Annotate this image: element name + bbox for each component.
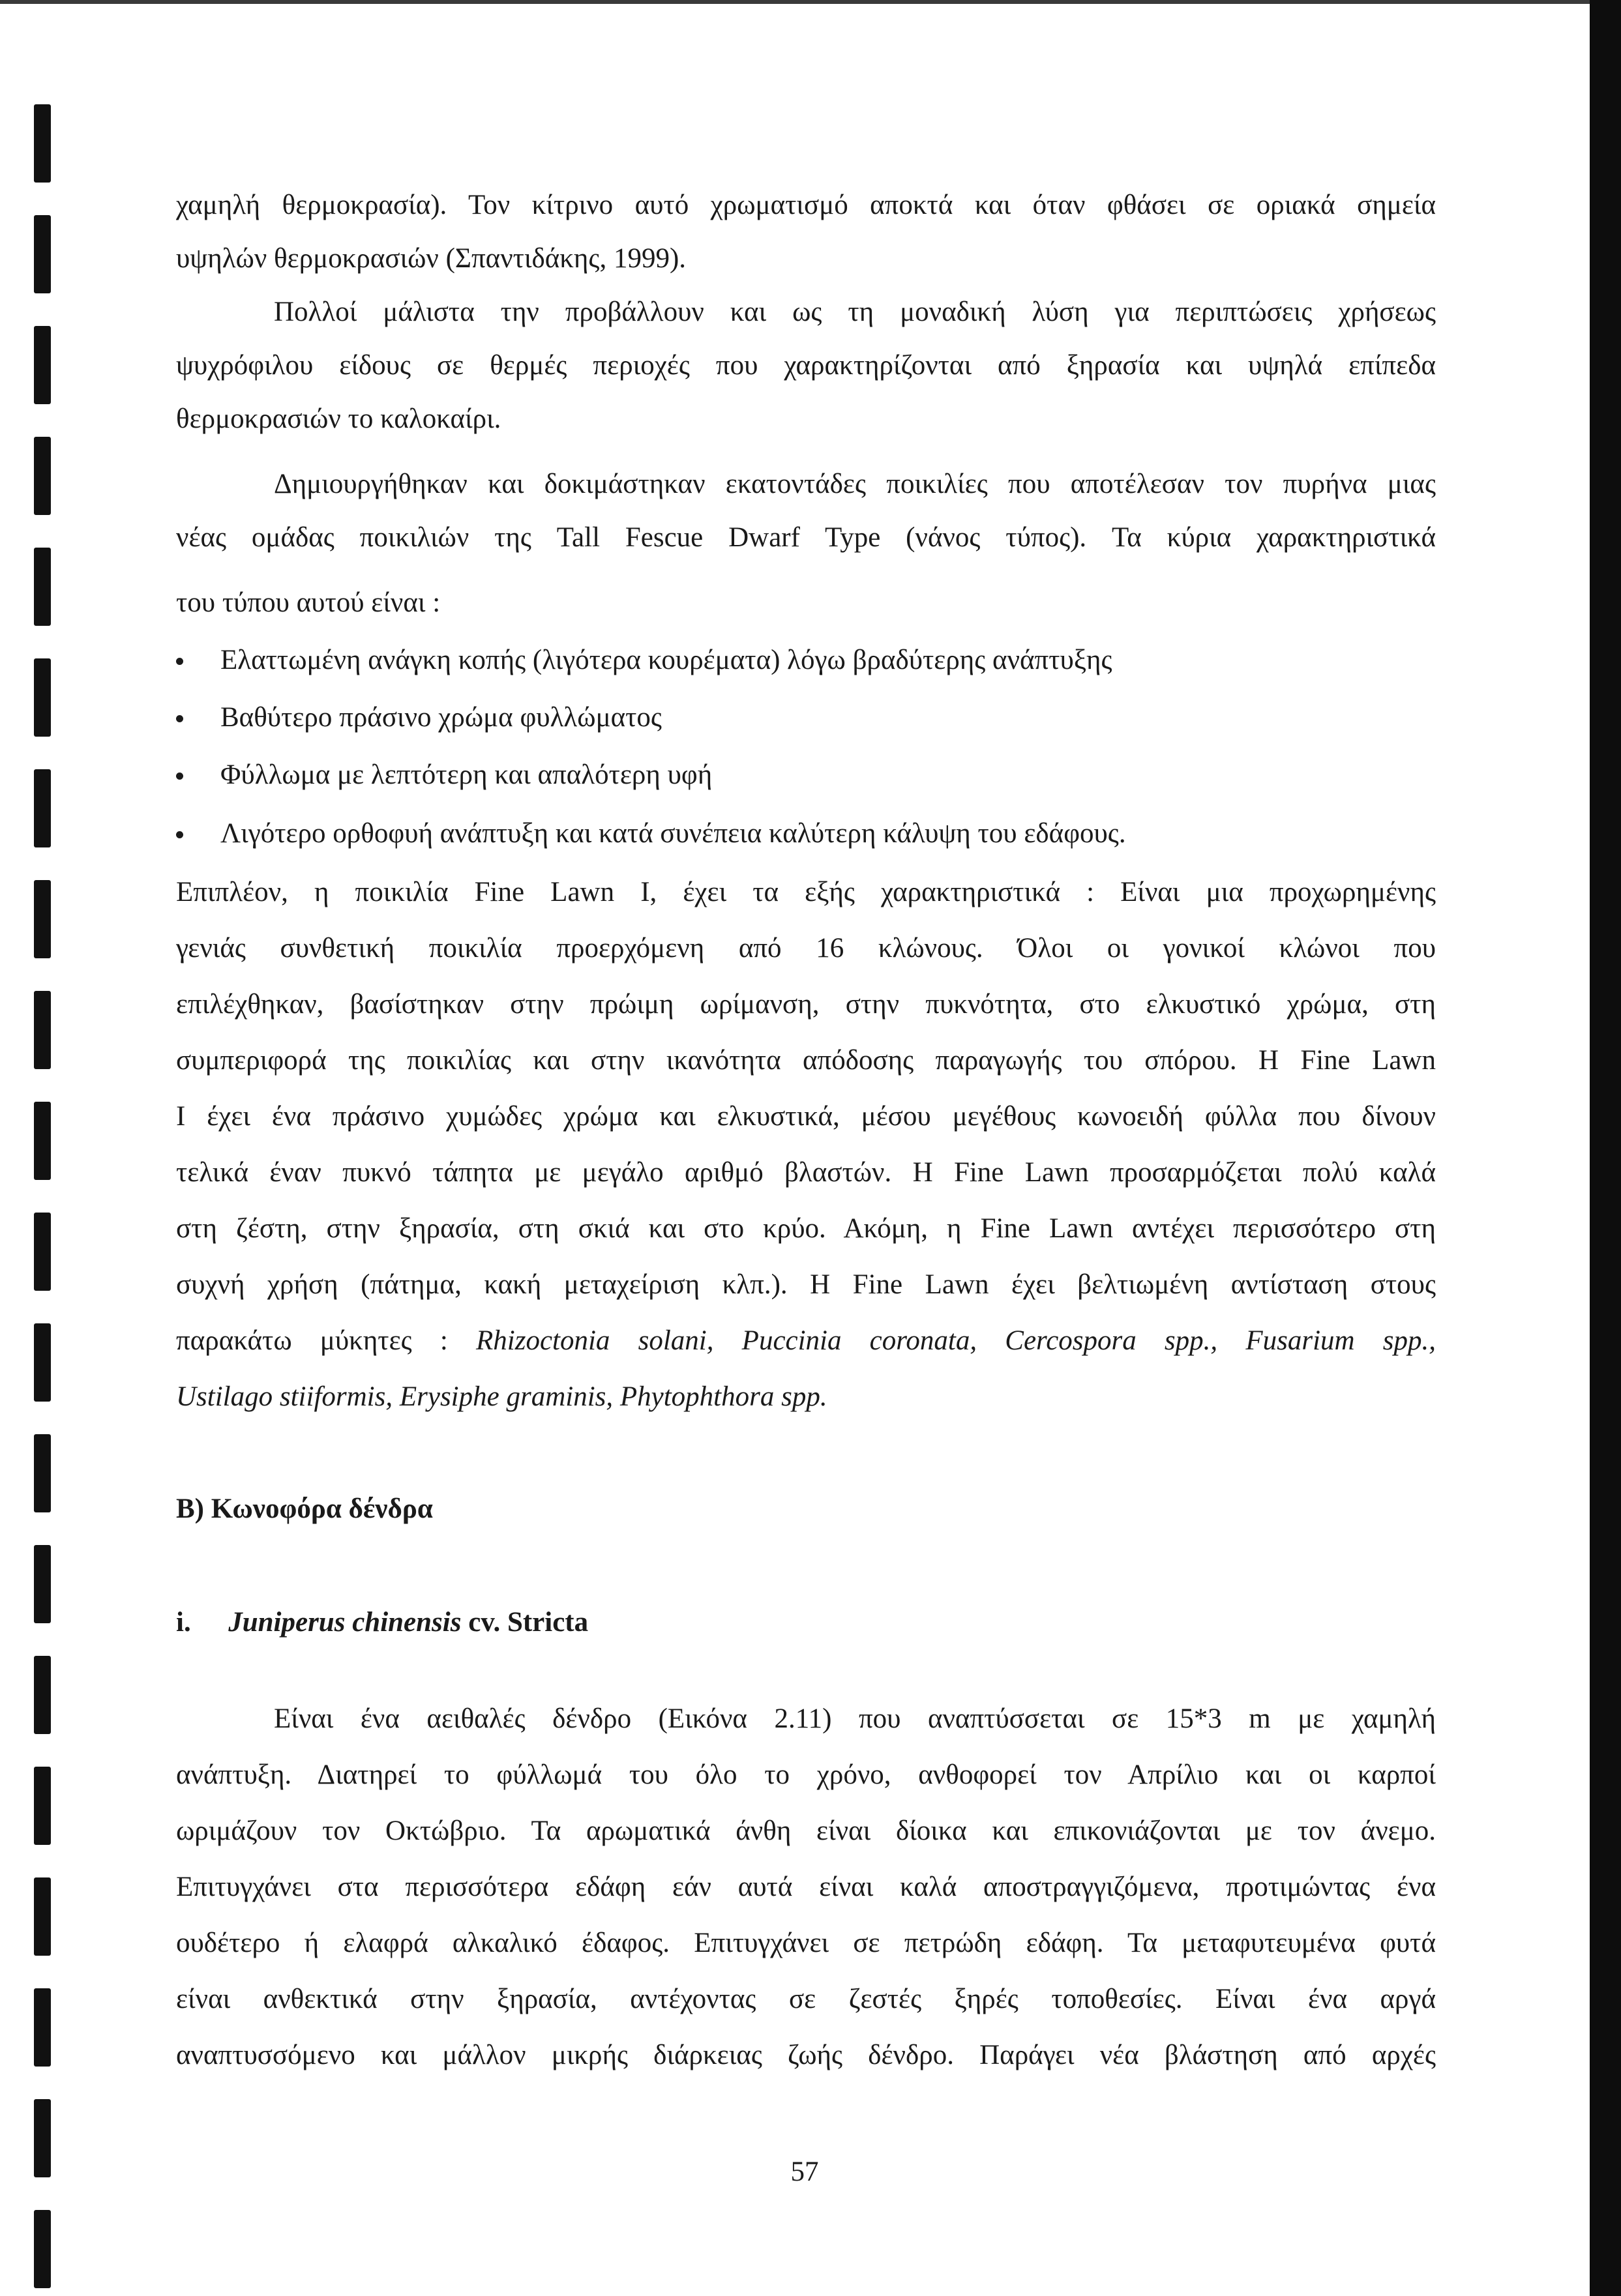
text-line: του τύπου αυτού είναι :	[176, 587, 441, 618]
list-item-text: Βαθύτερο πράσινο χρώμα φυλλώματος	[220, 702, 662, 733]
page-number: 57	[790, 2156, 819, 2187]
binding-hole	[34, 1213, 51, 1291]
section-heading: Β) Κωνοφόρα δένδρα	[176, 1494, 433, 1524]
binding-hole	[34, 1656, 51, 1734]
binding-hole	[34, 1545, 51, 1623]
text-line: Είναι ένα αειθαλές δένδρο (Εικόνα 2.11) που αναπτύσσεται σε 15*3 m με χαμηλή	[274, 1703, 1436, 1734]
scan-top-edge	[0, 0, 1621, 4]
bullet-icon	[176, 658, 183, 665]
text-line: ουδέτερο ή ελαφρά αλκαλικό έδαφος. Επιτυγχάνει σε πετρώδη εδάφη. Τα μεταφυτευμένα φυτά	[176, 1928, 1436, 1958]
subsection-heading	[176, 1606, 588, 1639]
text-line: I έχει ένα πράσινο χυμώδες χρώμα και ελκυστικά, μέσου μεγέθους κωνοειδή φύλλα που δίνουν	[176, 1101, 1436, 1132]
text-line: ψυχρόφιλου είδους σε θερμές περιοχές που χαρακτηρίζονται από ξηρασία και υψηλά επίπεδα	[176, 350, 1436, 381]
fungi-species-text: Ustilago stiiformis, Erysiphe graminis, Phytophthora spp.	[176, 1381, 827, 1412]
scan-right-border	[1590, 0, 1621, 2296]
text-line: είναι ανθεκτικά στην ξηρασία, αντέχοντας σε ζεστές ξηρές τοποθεσίες. Είναι ένα αργά	[176, 1984, 1436, 2014]
text-line: χαμηλή θερμοκρασία). Τον κίτρινο αυτό χρωματισμό αποκτά και όταν φθάσει σε οριακά σημεία	[176, 190, 1436, 220]
text-line: ανάπτυξη. Διατηρεί το φύλλωμά του όλο το χρόνο, ανθοφορεί τον Απρίλιο και οι καρποί	[176, 1759, 1436, 1790]
text-line: επιλέχθηκαν, βασίστηκαν στην πρώιμη ωρίμανση, στην πυκνότητα, στο ελκυστικό χρώμα, στη	[176, 989, 1436, 1020]
text-line: συχνή χρήση (πάτημα, κακή μεταχείριση κλπ.). Η Fine Lawn έχει βελτιωμένη αντίσταση στους	[176, 1269, 1436, 1300]
text-line: ωριμάζουν τον Οκτώβριο. Τα αρωματικά άνθη είναι δίοικα και επικονιάζονται με τον άνεμο.	[176, 1816, 1436, 1846]
binding-hole	[34, 769, 51, 847]
subsection-species: Juniperus chinensis	[228, 1607, 462, 1638]
binding-hole	[34, 880, 51, 958]
binding-hole	[34, 1988, 51, 2067]
binding-hole	[34, 2210, 51, 2288]
binding-hole	[34, 1102, 51, 1180]
list-item-text: Λιγότερο ορθοφυή ανάπτυξη και κατά συνέπεια καλύτερη κάλυψη του εδάφους.	[220, 818, 1126, 849]
binding-hole	[34, 1434, 51, 1512]
binding-holes	[34, 0, 53, 2296]
bullet-icon	[176, 715, 183, 722]
bullet-icon	[176, 773, 183, 780]
list-item-text: Ελαττωμένη ανάγκη κοπής (λιγότερα κουρέματα) λόγω βραδύτερης ανάπτυξης	[220, 645, 1112, 675]
text-line: συμπεριφορά της ποικιλίας και στην ικανότητα απόδοσης παραγωγής του σπόρου. Η Fine Lawn	[176, 1045, 1436, 1076]
binding-hole	[34, 1877, 51, 1956]
text-line: τελικά έναν πυκνό τάπητα με μεγάλο αριθμό βλαστών. Η Fine Lawn προσαρμόζεται πολύ καλά	[176, 1157, 1436, 1188]
binding-hole	[34, 1323, 51, 1402]
binding-hole	[34, 1767, 51, 1845]
list-item-text: Φύλλωμα με λεπτότερη και απαλότερη υφή	[220, 759, 713, 790]
text-line	[176, 1325, 1436, 1357]
binding-hole	[34, 991, 51, 1069]
text-line: Επιπλέον, η ποικιλία Fine Lawn I, έχει τα εξής χαρακτηριστικά : Είναι μια προχωρημένης	[176, 877, 1436, 907]
text-line: Επιτυγχάνει στα περισσότερα εδάφη εάν αυτά είναι καλά αποστραγγιζόμενα, προτιμώντας ένα	[176, 1872, 1436, 1902]
subsection-rest: cv. Stricta	[461, 1607, 589, 1638]
binding-hole	[34, 326, 51, 404]
text-line	[176, 1381, 1436, 1413]
text-line: Δημιουργήθηκαν και δοκιμάστηκαν εκατοντάδες ποικιλίες που αποτέλεσαν τον πυρήνα μιας	[274, 469, 1436, 499]
binding-hole	[34, 437, 51, 515]
text-line: θερμοκρασιών το καλοκαίρι.	[176, 404, 501, 434]
binding-hole	[34, 104, 51, 183]
binding-hole	[34, 658, 51, 737]
text-line: νέας ομάδας ποικιλιών της Tall Fescue Dwarf Type (νάνος τύπος). Τα κύρια χαρακτηριστικά	[176, 522, 1436, 553]
fungi-species-text: Rhizoctonia solani, Puccinia coronata, Cercospora spp., Fusarium spp.,	[476, 1325, 1436, 1356]
text-line: υψηλών θερμοκρασιών (Σπαντιδάκης, 1999).	[176, 243, 687, 274]
binding-hole	[34, 2099, 51, 2177]
binding-hole	[34, 548, 51, 626]
text-line: αναπτυσσόμενο και μάλλον μικρής διάρκειας ζωής δένδρο. Παράγει νέα βλάστηση από αρχές	[176, 2040, 1436, 2070]
text-line: στη ζέστη, στην ξηρασία, στη σκιά και στο κρύο. Ακόμη, η Fine Lawn αντέχει περισσότερο στη	[176, 1213, 1436, 1244]
bullet-icon	[176, 831, 183, 838]
fungi-lead-text: παρακάτω μύκητες :	[176, 1325, 476, 1356]
text-line: γενιάς συνθετική ποικιλία προερχόμενη από 16 κλώνους. Όλοι οι γονικοί κλώνοι που	[176, 933, 1436, 964]
subsection-number: i.	[176, 1607, 191, 1638]
text-line: Πολλοί μάλιστα την προβάλλουν και ως τη μοναδική λύση για περιπτώσεις χρήσεως	[274, 297, 1436, 327]
binding-hole	[34, 215, 51, 293]
